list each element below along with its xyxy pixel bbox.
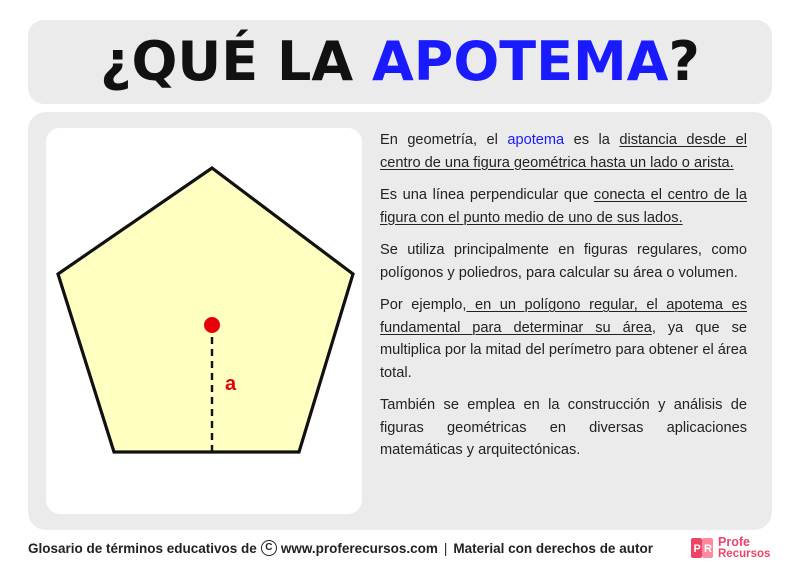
footer-separator: | <box>443 540 448 556</box>
copyright-icon: C <box>261 540 277 556</box>
footer-glossary: Glosario de términos educativos de <box>28 540 257 556</box>
p1-text-c: es la <box>564 132 620 148</box>
paragraph-2 <box>380 184 747 229</box>
p1-underlined: distancia desde el centro de una figura geométrica hasta un lado o arista. <box>380 132 747 171</box>
title-banner <box>28 20 772 104</box>
paragraph-3: Se utiliza principalmente en figuras regulares, como polígonos y poliedros, para calcular su área o volumen. <box>380 242 747 281</box>
footer <box>28 540 653 556</box>
p4-text-c: , ya que se multiplica por la mitad del perímetro para obtener el área total. <box>380 319 747 381</box>
p4-text-a: Por ejemplo, <box>380 297 467 313</box>
definition-text <box>380 129 747 472</box>
title-suffix: ? <box>668 30 700 93</box>
brand-line-1: Profe <box>718 535 750 549</box>
pentagon-figure <box>46 128 362 514</box>
center-point <box>204 317 220 333</box>
footer-site-link[interactable]: www.proferecursos.com <box>280 540 438 556</box>
page-title <box>100 30 700 93</box>
profe-recursos-logo-icon <box>690 536 714 560</box>
footer-rights: Material con derechos de autor <box>453 540 653 556</box>
p2-text-a: Es una línea perpendicular que <box>380 187 594 203</box>
paragraph-4 <box>380 294 747 384</box>
brand-line-2: Recursos <box>718 548 771 560</box>
brand-logo[interactable] <box>690 536 770 560</box>
pentagon-shape <box>58 168 353 452</box>
title-prefix: ¿QUÉ LA <box>100 30 372 93</box>
paragraph-1 <box>380 129 747 174</box>
p1-text-a: En geometría, el <box>380 132 508 148</box>
svg-text:R: R <box>704 543 712 555</box>
p4-underlined: en un polígono regular, el apotema es fundamental para determinar su área <box>380 297 747 336</box>
p2-underlined: conecta el centro de la figura con el punto medio de uno de sus lados. <box>380 187 747 226</box>
title-highlight: APOTEMA <box>371 30 669 93</box>
svg-text:P: P <box>693 543 701 555</box>
paragraph-5: También se emplea en la construcción y análisis de figuras geométricas en diversas aplicaciones matemáticas y arquitectónicas. <box>380 397 747 458</box>
figure-card <box>46 128 362 514</box>
p1-keyword: apotema <box>507 132 565 148</box>
apothem-label: a <box>225 373 237 395</box>
brand-text <box>718 536 770 560</box>
